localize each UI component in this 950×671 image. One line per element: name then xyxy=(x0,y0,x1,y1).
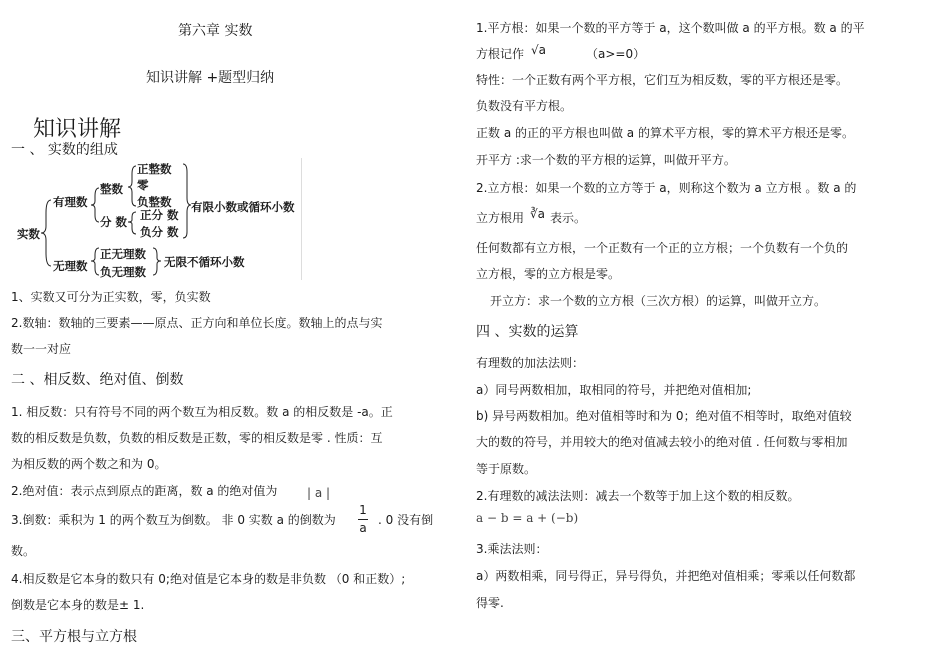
paragraph-square-rooting: 开平方 :求一个数的平方根的运算，叫做开平方。 xyxy=(476,153,736,167)
square-root-condition: （a>=0） xyxy=(586,47,646,61)
paragraph-square-root-property: 特性：一个正数有两个平方根，它们互为相反数，零的平方根还是零。 xyxy=(476,73,849,87)
node-real: 实数 xyxy=(17,227,40,241)
paragraph-addition-b-3: 等于原数。 xyxy=(476,462,537,476)
paragraph-reciprocal-1-end: . 0 没有倒 xyxy=(378,513,434,527)
subtraction-formula: a − b = a + (−b) xyxy=(476,511,579,525)
node-irrational: 无理数 xyxy=(53,259,88,273)
paragraph-negative-no-root: 负数没有平方根。 xyxy=(476,99,573,113)
square-root-symbol: √a xyxy=(531,43,546,57)
chapter-title: 第六章 实数 xyxy=(178,23,253,39)
section-heading-3: 三、平方根与立方根 xyxy=(11,629,137,645)
cube-root-symbol: ∛a xyxy=(530,207,545,221)
paragraph-cube-root-2-end: 表示。 xyxy=(550,211,587,225)
paragraph-number-line-2: 数一一对应 xyxy=(11,342,72,356)
node-negative-integer: 负整数 xyxy=(137,195,172,209)
section-heading-4: 四 、实数的运算 xyxy=(476,324,579,340)
node-integer: 整数 xyxy=(100,182,123,196)
paragraph-multiplication-rule: 3.乘法法则： xyxy=(476,542,548,556)
paragraph-absolute-value: 2.绝对值：表示点到原点的距离，数 a 的绝对值为 xyxy=(11,484,278,498)
paragraph-addition-a: a）同号两数相加，取相同的符号，并把绝对值相加; xyxy=(476,383,752,397)
paragraph-cube-root-4: 立方根，零的立方根是零。 xyxy=(476,267,621,281)
absolute-value-expression: | a | xyxy=(307,486,331,500)
paragraph-real-classes: 1、实数又可分为正实数，零，负实数 xyxy=(11,290,211,304)
paragraph-self-numbers-2: 倒数是它本身的数是± 1. xyxy=(11,598,145,612)
fraction-bar xyxy=(358,519,368,520)
paragraph-multiplication-a-2: 得零. xyxy=(476,596,504,610)
node-positive-fraction: 正分 数 xyxy=(140,208,179,222)
node-positive-integer: 正整数 xyxy=(137,162,172,176)
node-rational: 有理数 xyxy=(53,195,88,209)
chapter-subtitle: 知识讲解 +题型归纳 xyxy=(146,70,275,86)
paragraph-reciprocal-1: 3.倒数：乘积为 1 的两个数互为倒数。 非 0 实数 a 的倒数为 xyxy=(11,513,336,527)
paragraph-addition-rule: 有理数的加法法则： xyxy=(476,356,585,370)
node-negative-irrational: 负无理数 xyxy=(100,265,146,279)
paragraph-addition-b-1: b) 异号两数相加。绝对值相等时和为 0；绝对值不相等时，取绝对值较 xyxy=(476,409,852,423)
paragraph-cube-root-1: 2.立方根：如果一个数的立方等于 a，则称这个数为 a 立方根 。数 a 的 xyxy=(476,181,857,195)
paragraph-opposite-1: 1. 相反数：只有符号不同的两个数互为相反数。数 a 的相反数是 -a。正 xyxy=(11,405,393,419)
node-infinite-decimal-note: 无限不循环小数 xyxy=(164,255,245,269)
section-heading-2: 二 、相反数、绝对值、倒数 xyxy=(11,372,184,388)
node-fraction: 分 数 xyxy=(100,215,128,229)
fraction-denominator: a xyxy=(359,521,367,535)
real-number-classification-diagram xyxy=(11,158,302,280)
node-finite-decimal-note: 有限小数或循环小数 xyxy=(191,200,295,214)
paragraph-multiplication-a-1: a）两数相乘，同号得正，异号得负，并把绝对值相乘；零乘以任何数都 xyxy=(476,569,856,583)
node-positive-irrational: 正无理数 xyxy=(100,247,146,261)
fraction-numerator: 1 xyxy=(359,503,367,517)
paragraph-arithmetic-root: 正数 a 的正的平方根也叫做 a 的算术平方根，零的算术平方根还是零。 xyxy=(476,126,854,140)
paragraph-cube-root-3: 任何数都有立方根，一个正数有一个正的立方根；一个负数有一个负的 xyxy=(476,241,849,255)
paragraph-addition-b-2: 大的数的符号，并用较大的绝对值减去较小的绝对值 . 任何数与零相加 xyxy=(476,435,848,449)
paragraph-number-line-1: 2.数轴：数轴的三要素——原点、正方向和单位长度。数轴上的点与实 xyxy=(11,316,383,330)
paragraph-opposite-2: 数的相反数是负数，负数的相反数是正数，零的相反数是零 . 性质：互 xyxy=(11,431,383,445)
node-negative-fraction: 负分 数 xyxy=(140,225,179,239)
knowledge-heading: 知识讲解 xyxy=(33,117,122,142)
paragraph-reciprocal-2: 数。 xyxy=(11,544,36,558)
paragraph-cube-rooting: 开立方：求一个数的立方根（三次方根）的运算，叫做开立方。 xyxy=(490,294,827,308)
paragraph-opposite-3: 为相反数的两个数之和为 0。 xyxy=(11,457,167,471)
paragraph-square-root-2: 方根记作 xyxy=(476,47,525,61)
node-zero: 零 xyxy=(137,178,149,192)
paragraph-cube-root-2: 立方根用 xyxy=(476,211,525,225)
paragraph-subtraction-rule: 2.有理数的减法法则：减去一个数等于加上这个数的相反数。 xyxy=(476,489,800,503)
paragraph-square-root-1: 1.平方根：如果一个数的平方等于 a，这个数叫做 a 的平方根。数 a 的平 xyxy=(476,21,865,35)
section-heading-1: 一 、 实数的组成 xyxy=(11,142,118,158)
paragraph-self-numbers-1: 4.相反数是它本身的数只有 0;绝对值是它本身的数是非负数 （0 和正数）; xyxy=(11,572,406,586)
